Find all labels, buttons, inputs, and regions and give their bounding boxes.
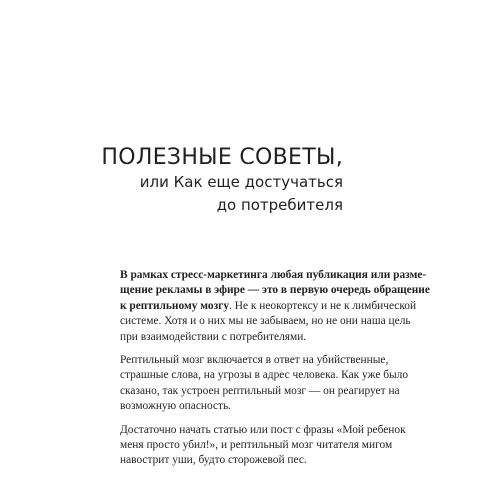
chapter-subtitle-line-1: или Как еще достучаться — [139, 173, 343, 191]
text-line: сказано, так устроен рептильный мозг — он реагирует на — [120, 384, 400, 397]
paragraph-3 — [120, 423, 406, 469]
text-line-regular-part: . Не к неокортексу и не к лимбической — [229, 299, 417, 312]
chapter-title: ПОЛЕЗНЫЕ СОВЕТЫ, — [101, 145, 343, 170]
text-line: навострит уши, будто сторожевой пес. — [120, 454, 307, 467]
chapter-subtitle-line-2: до потребителя — [216, 196, 343, 214]
text-line: при взаимодействии с потребителями. — [120, 330, 307, 343]
text-line: возможную опасность. — [120, 400, 232, 413]
text-line: страшные слова, на угрозы в адрес человека. Как уже было — [120, 369, 409, 382]
text-line: щение рекламы в эфире — это в первую очередь обращение — [120, 284, 430, 297]
text-line — [120, 299, 417, 314]
chapter-heading — [101, 145, 343, 217]
body-text — [120, 268, 430, 477]
paragraph-2 — [120, 353, 409, 415]
text-line: Достаточно начать статью или пост с фразы «Мой ребенок — [120, 423, 406, 436]
text-line: В рамках стресс-маркетинга любая публикация или разме- — [120, 269, 427, 281]
text-line: меня просто убил!», и рептильный мозг читателя мигом — [120, 439, 393, 452]
text-line: системе. Хотя и о них мы не забываем, но не они наша цель — [120, 315, 411, 328]
text-line-bold-part: к рептильному мозгу — [120, 299, 230, 312]
paragraph-1 — [120, 268, 430, 345]
text-line: Рептильный мозг включается в ответ на убийственные, — [120, 354, 389, 367]
